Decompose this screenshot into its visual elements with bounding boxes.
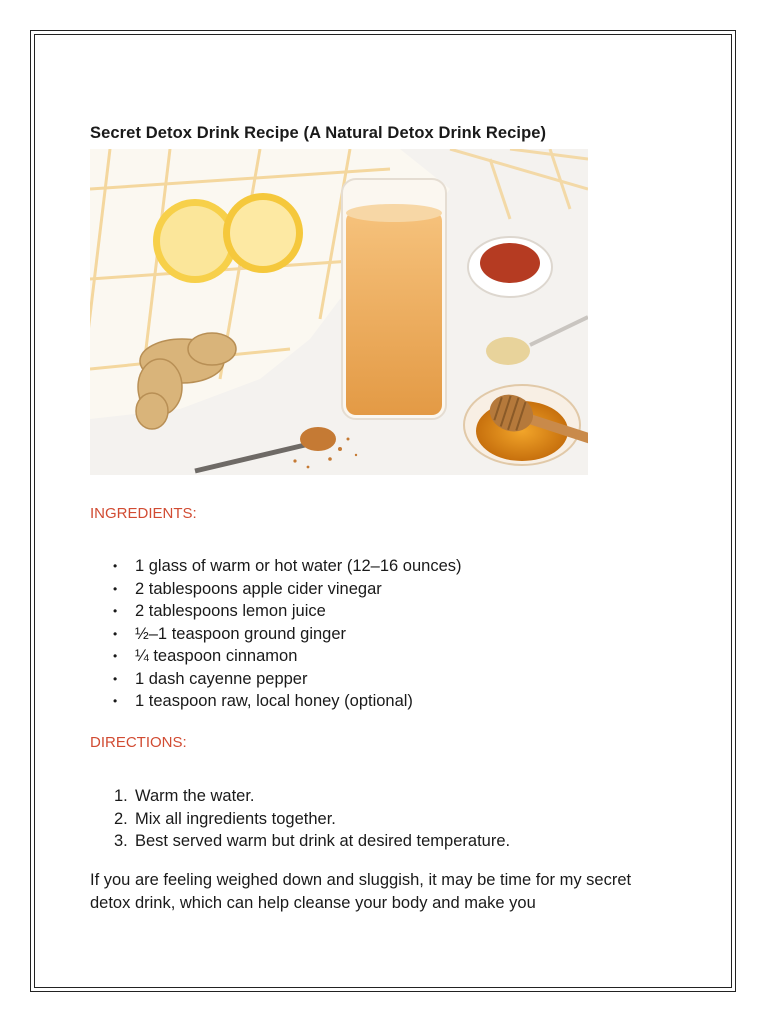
ingredients-heading: INGREDIENTS: xyxy=(90,505,197,522)
list-item xyxy=(90,808,510,831)
step-text: Best served warm but drink at desired temperature. xyxy=(135,832,511,850)
list-item: • ½–1 teaspoon ground ginger xyxy=(90,623,462,646)
detox-drink-illustration xyxy=(90,149,588,475)
recipe-photo xyxy=(90,149,588,475)
intro-paragraph: If you are feeling weighed down and sluggish, it may be time for my secret detox drink, which can help cleanse your body and make you xyxy=(90,871,632,912)
directions-heading: DIRECTIONS: xyxy=(90,734,187,751)
step-number: 3. xyxy=(114,832,128,850)
list-item: • 1 dash cayenne pepper xyxy=(90,668,462,691)
list-item: • 1 teaspoon raw, local honey (optional) xyxy=(90,690,462,713)
step-number: 2. xyxy=(114,809,128,828)
list-item xyxy=(90,785,510,808)
recipe-title: Secret Detox Drink Recipe (A Natural Detox Drink Recipe) xyxy=(90,124,547,142)
step-text: Warm the water. xyxy=(135,787,255,805)
list-item: • ¼ teaspoon cinnamon xyxy=(90,645,462,668)
step-number: 1. xyxy=(114,787,128,805)
ingredients-list xyxy=(90,555,462,713)
document-body xyxy=(90,124,690,912)
list-item: • 1 glass of warm or hot water (12–16 ounces) xyxy=(90,555,462,578)
list-item xyxy=(90,830,510,853)
directions-list xyxy=(90,785,510,853)
step-text: Mix all ingredients together. xyxy=(135,809,336,828)
list-item: • 2 tablespoons apple cider vinegar xyxy=(90,578,462,601)
list-item: • 2 tablespoons lemon juice xyxy=(90,600,462,623)
